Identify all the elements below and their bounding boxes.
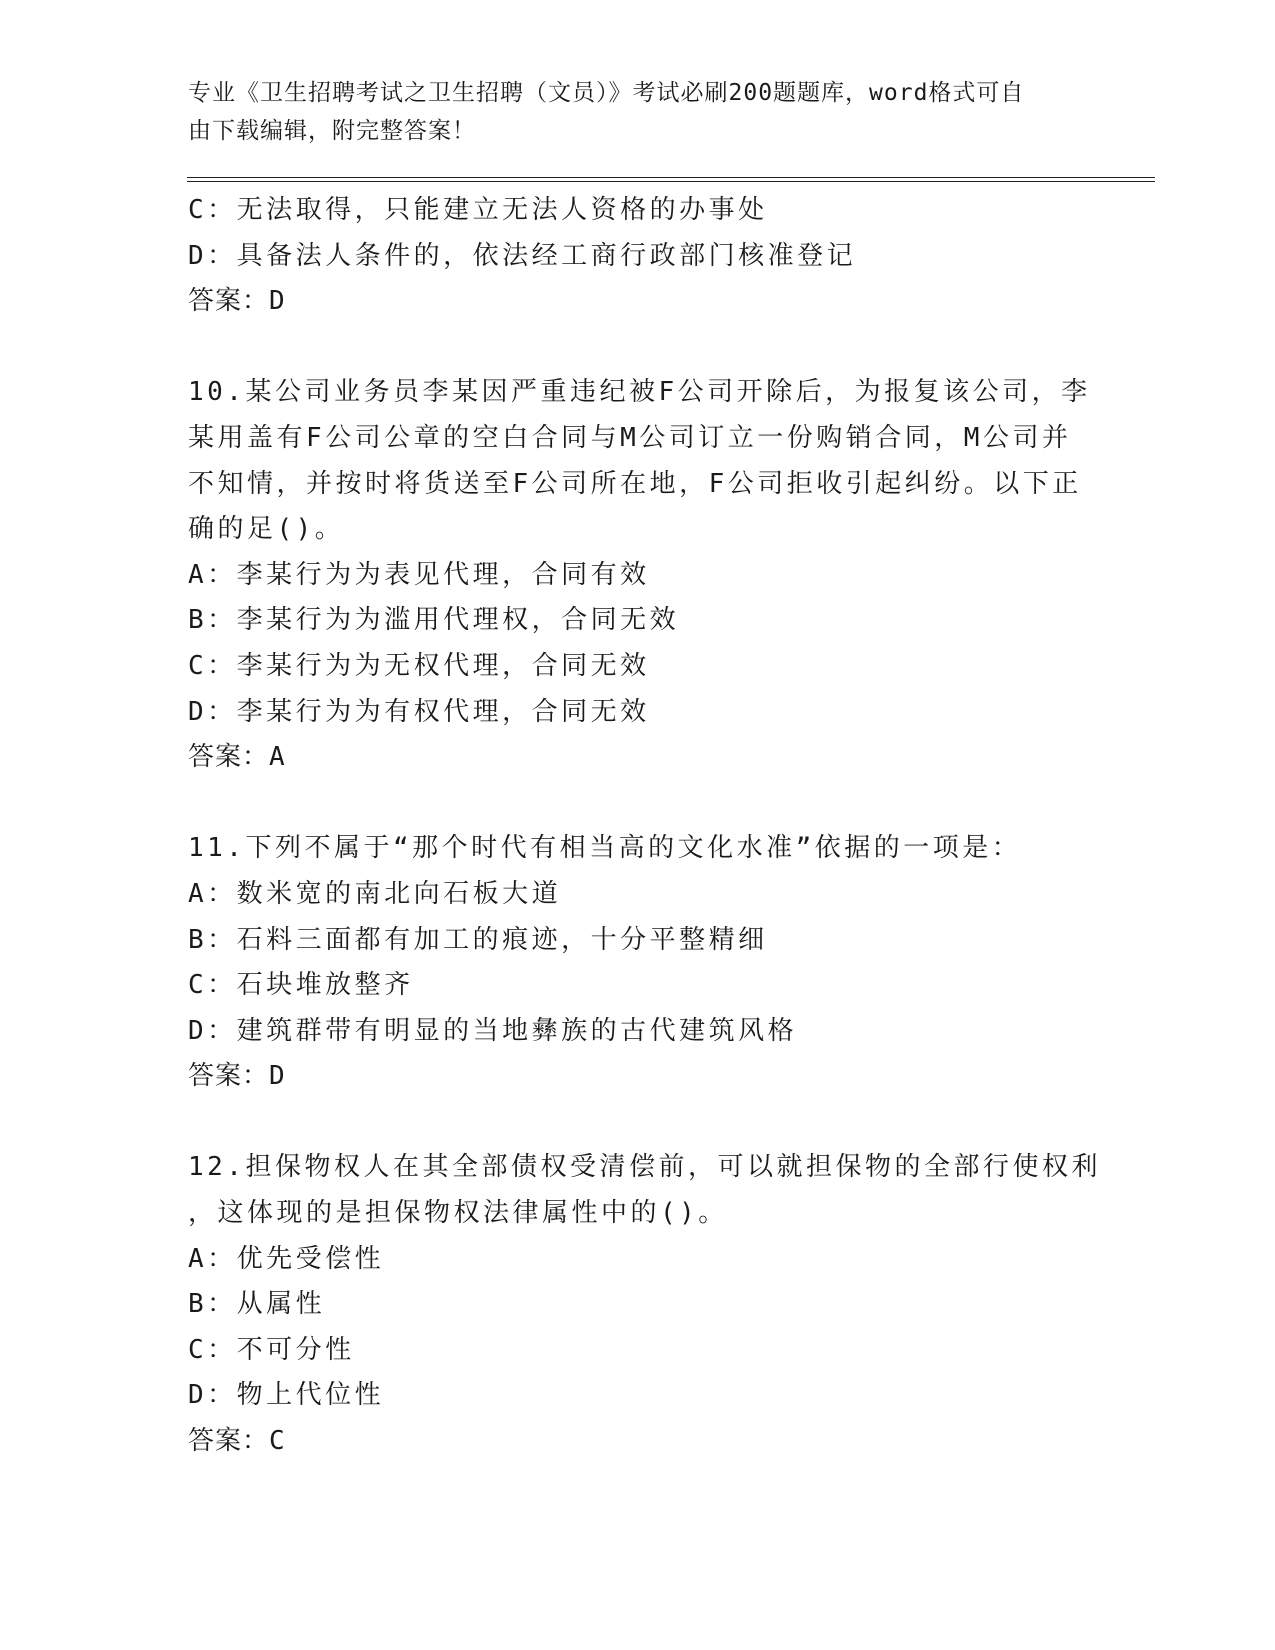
question-stem-line: 12.担保物权人在其全部债权受清偿前，可以就担保物的全部行使权利: [188, 1152, 1101, 1183]
question-stem-line: 确的足()。: [188, 514, 345, 545]
option-a: A：数米宽的南北向石板大道: [188, 878, 562, 909]
option-c: C：不可分性: [188, 1334, 355, 1365]
document-body: [188, 188, 1101, 1465]
answer-value: D: [269, 1061, 285, 1092]
option-c: C：李某行为为无权代理，合同无效: [188, 650, 650, 681]
spacer: [188, 325, 1088, 371]
answer: [188, 735, 1088, 781]
answer-value: C: [269, 1426, 285, 1457]
question-stem-line: ，这体现的是担保物权法律属性中的()。: [188, 1198, 728, 1229]
option-b: B：石料三面都有加工的痕迹，十分平整精细: [188, 924, 768, 955]
answer-label: 答案：: [188, 286, 270, 317]
answer-value: D: [269, 286, 285, 317]
prev-option-c: C：无法取得，只能建立无法人资格的办事处: [188, 195, 768, 225]
answer: [188, 1054, 1088, 1100]
header-line-2: 由下载编辑，附完整答案！: [188, 118, 476, 144]
document-header: [188, 74, 1068, 150]
header-line-1: 专业《卫生招聘考试之卫生招聘（文员）》考试必刷200题题库，word格式可自: [188, 80, 1025, 106]
answer-label: 答案：: [188, 1426, 270, 1457]
header-divider-bottom: [187, 181, 1155, 182]
option-b: B：李某行为为滥用代理权，合同无效: [188, 605, 680, 636]
question-12: [188, 1145, 1101, 1464]
question-stem-line: 某用盖有F公司公章的空白合同与M公司订立一份购销合同，M公司并: [188, 422, 1072, 453]
spacer: [188, 1100, 1088, 1146]
answer-label: 答案：: [188, 742, 270, 773]
option-d: D：物上代位性: [188, 1380, 385, 1411]
answer: [188, 1419, 1088, 1465]
question-11: [188, 826, 1088, 1100]
question-stem-line: 10.某公司业务员李某因严重违纪被F公司开除后，为报复该公司，李: [188, 377, 1091, 408]
option-d: D：建筑群带有明显的当地彝族的古代建筑风格: [188, 1015, 798, 1046]
answer-value: A: [269, 742, 285, 773]
answer-label: 答案：: [188, 1061, 270, 1092]
header-divider-top: [187, 177, 1155, 178]
option-b: B：从属性: [188, 1289, 326, 1320]
question-stem-line: 不知情，并按时将货送至F公司所在地，F公司拒收引起纠纷。以下正: [188, 468, 1082, 499]
option-a: A：李某行为为表见代理，合同有效: [188, 559, 650, 590]
prev-answer: [188, 279, 1088, 325]
option-d: D：李某行为为有权代理，合同无效: [188, 696, 650, 727]
question-10: [188, 370, 1091, 780]
prev-option-d: D：具备法人条件的，依法经工商行政部门核准登记: [188, 240, 857, 271]
spacer: [188, 781, 1088, 827]
option-a: A：优先受偿性: [188, 1243, 385, 1274]
question-stem-line: 11.下列不属于“那个时代有相当高的文化水准”依据的一项是：: [188, 833, 1022, 864]
option-c: C：石块堆放整齐: [188, 970, 414, 1001]
